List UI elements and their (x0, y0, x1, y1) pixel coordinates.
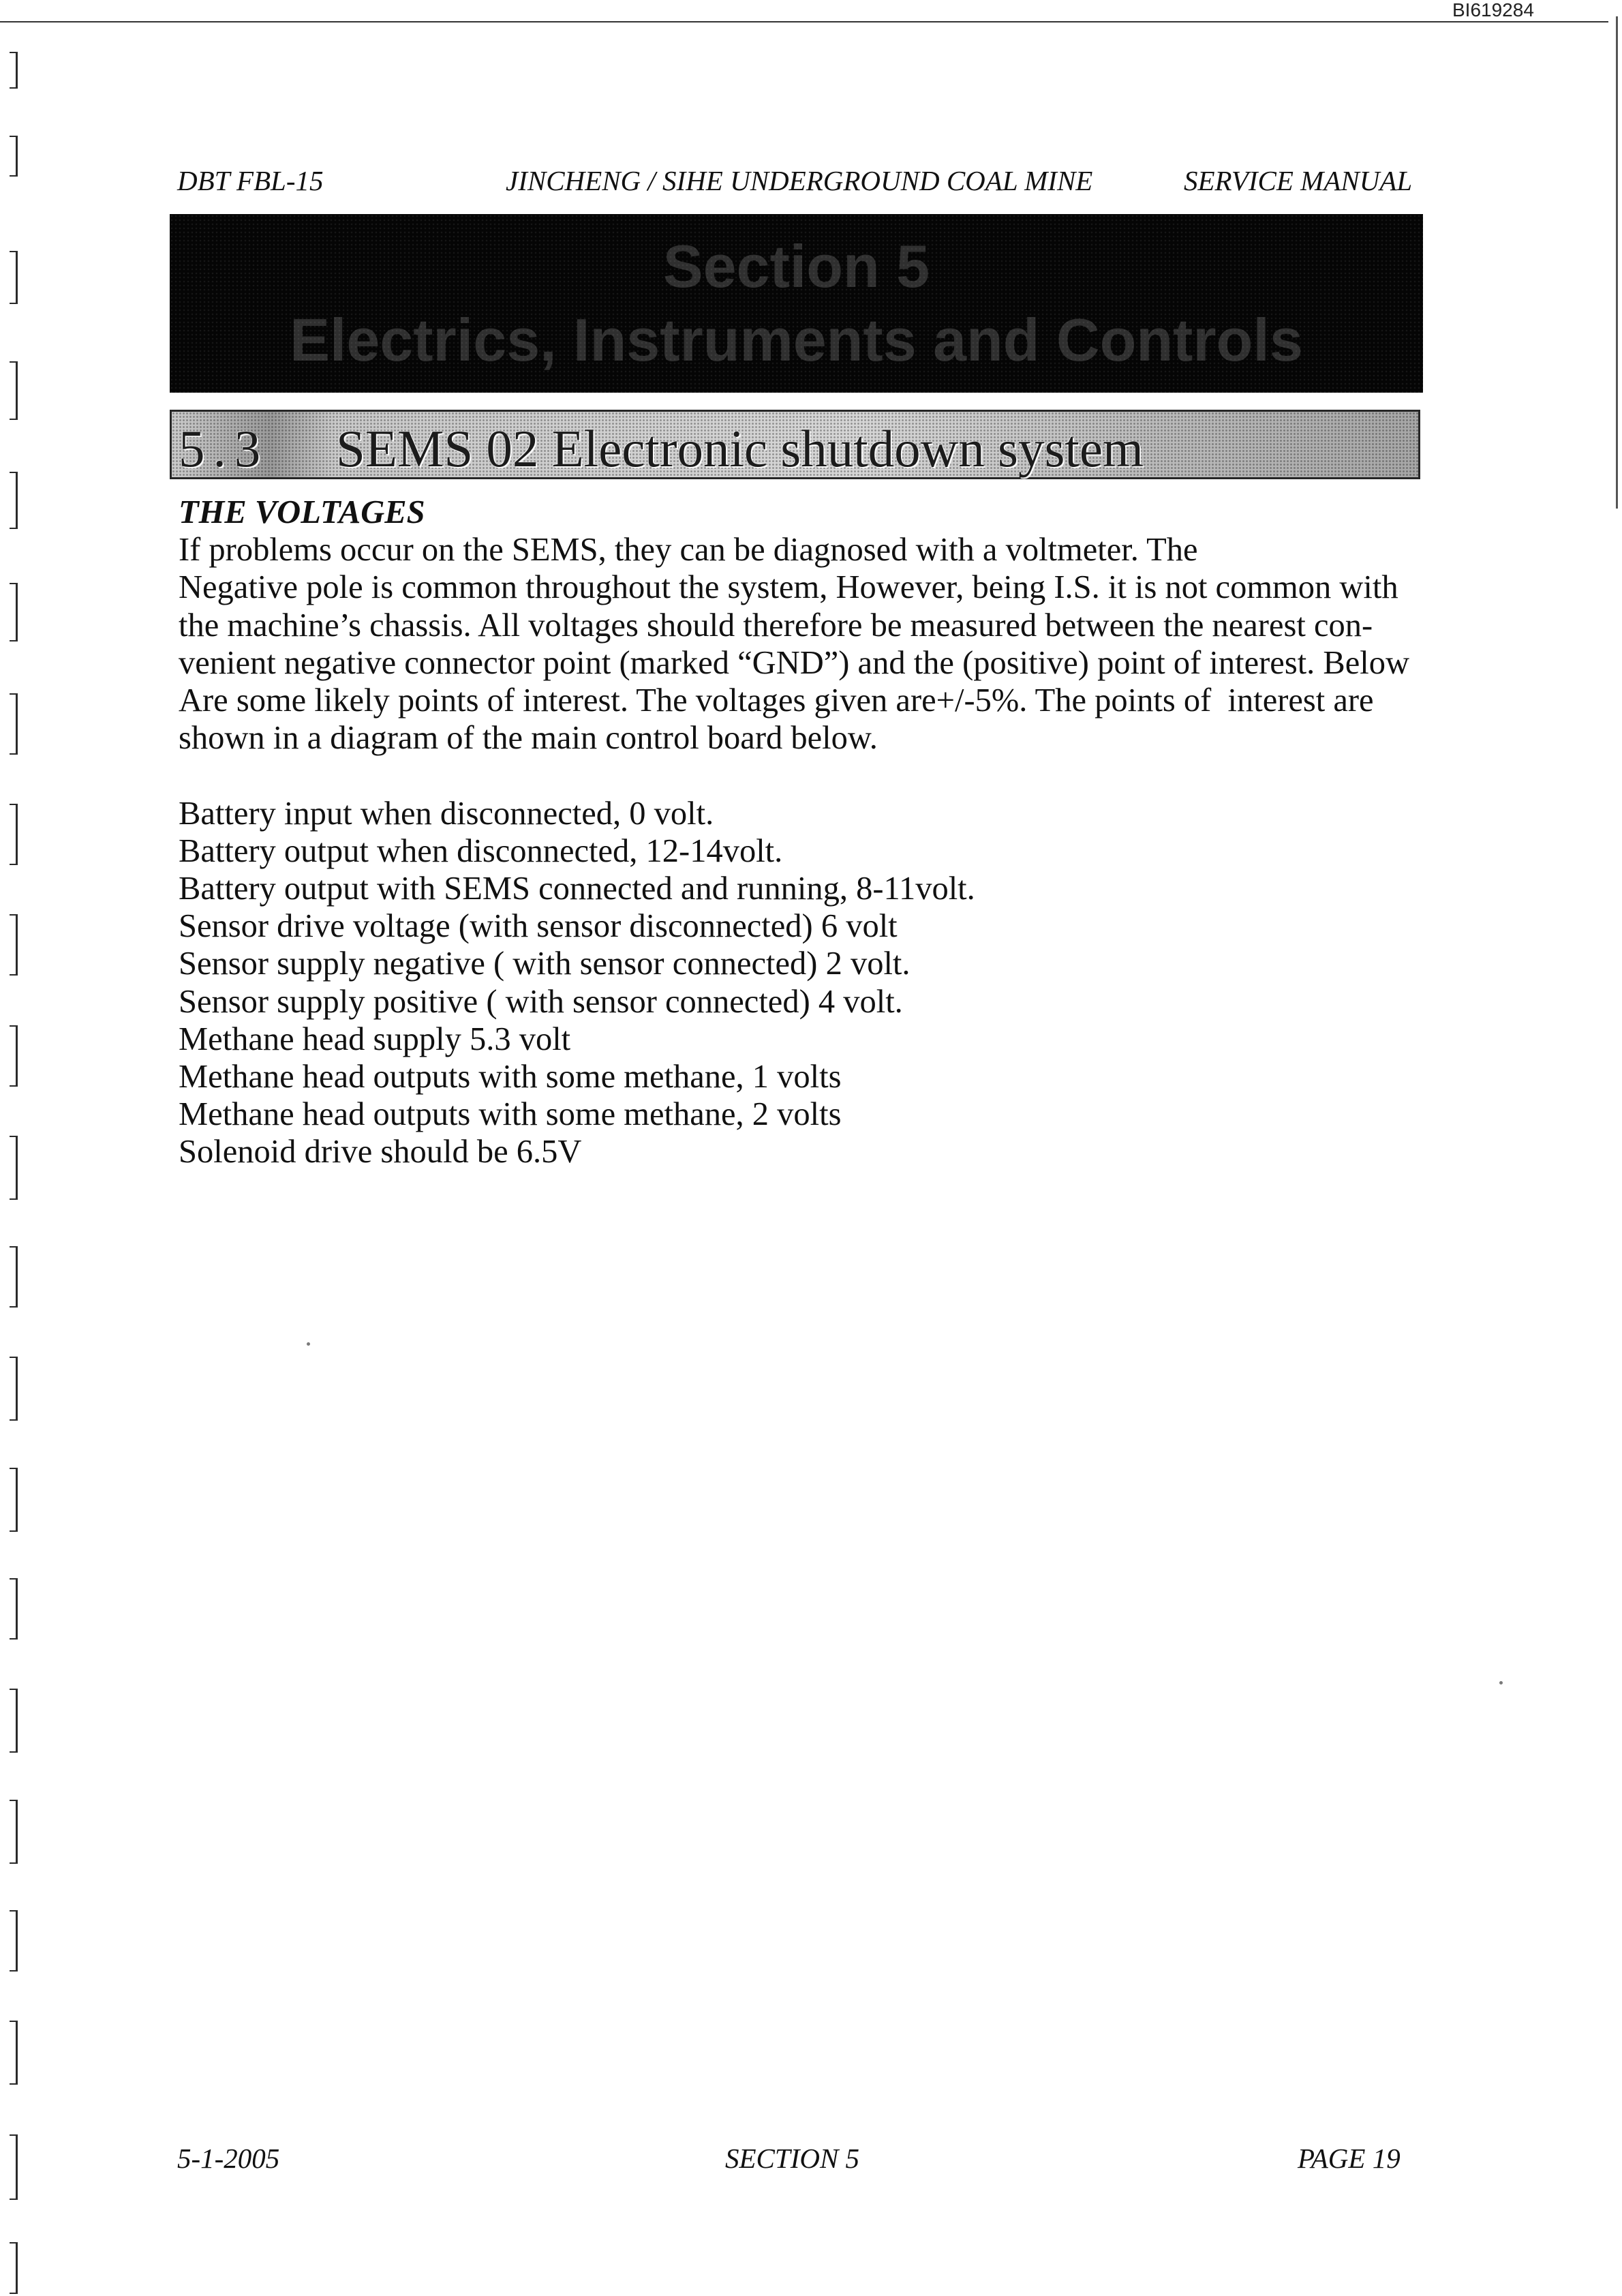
header-mine-name: JINCHENG / SIHE UNDERGROUND COAL MINE (506, 165, 1093, 196)
binding-mark (10, 52, 18, 89)
scan-speck (307, 1342, 310, 1346)
binding-mark (10, 1246, 18, 1308)
binding-mark (10, 251, 18, 304)
voltage-list (179, 795, 1409, 1171)
right-scan-rule (1616, 16, 1618, 509)
banner-section-subtitle: Electrics, Instruments and Controls (290, 306, 1303, 374)
binding-mark (10, 804, 18, 865)
binding-mark (10, 1468, 18, 1532)
footer-section: SECTION 5 (725, 2143, 860, 2174)
voltage-list-item: Methane head outputs with some methane, 2 volts (179, 1096, 842, 1133)
voltage-list-item: Battery input when disconnected, 0 volt. (179, 795, 714, 832)
paragraph-line: shown in a diagram of the main control board below. (179, 720, 878, 757)
binding-mark (10, 693, 18, 755)
binding-mark (10, 1689, 18, 1753)
voltage-list-item: Sensor drive voltage (with sensor disconnected) 6 volt (179, 908, 898, 945)
binding-mark (10, 1136, 18, 1200)
footer-page-number: PAGE 19 (1298, 2143, 1401, 2174)
header-manual-type: SERVICE MANUAL (1184, 165, 1413, 196)
voltage-list-item: Battery output with SEMS connected and running, 8-11volt. (179, 871, 975, 907)
body-text (179, 494, 1409, 1171)
banner-section-label: Section 5 (662, 232, 930, 300)
subheading: THE VOLTAGES (179, 494, 425, 530)
paragraph-line: Are some likely points of interest. The voltages given are+/-5%. The points of interest are (179, 682, 1374, 719)
voltage-list-item: Sensor supply positive ( with sensor connected) 4 volt. (179, 983, 903, 1020)
voltage-list-item: Methane head outputs with some methane, 1 volts (179, 1059, 842, 1096)
binding-mark (10, 2242, 18, 2294)
voltage-list-item: Battery output when disconnected, 12-14volt. (179, 832, 783, 869)
binding-mark (10, 136, 18, 177)
voltage-list-item: Sensor supply negative ( with sensor connected) 2 volt. (179, 946, 911, 982)
section-title: SEMS 02 Electronic shutdown system (336, 419, 1144, 478)
paragraph-line: Negative pole is common throughout the system, However, being I.S. it is not common with (179, 569, 1398, 606)
section-number: 5.3 (179, 419, 269, 478)
footer-date: 5-1-2005 (177, 2143, 280, 2174)
binding-mark (10, 472, 18, 529)
paragraph-line: the machine’s chassis. All voltages should therefore be measured between the nearest con- (179, 607, 1373, 644)
voltage-list-item: Solenoid drive should be 6.5V (179, 1134, 582, 1170)
top-scan-rule (0, 21, 1608, 22)
header-model: DBT FBL-15 (177, 165, 324, 196)
paragraph-line: If problems occur on the SEMS, they can be diagnosed with a voltmeter. The (179, 532, 1198, 569)
binding-mark (10, 1910, 18, 1972)
section-banner (170, 214, 1423, 393)
binding-mark (10, 2134, 18, 2200)
binding-mark (10, 1357, 18, 1421)
binding-mark (10, 1025, 18, 1087)
binding-mark (10, 583, 18, 641)
binding-mark (10, 1800, 18, 1864)
document-control-number: BI619284 (1452, 0, 1534, 20)
paragraph-line: venient negative connector point (marked “GND”) and the (positive) point of interest. Below (179, 644, 1410, 681)
voltage-list-item: Methane head supply 5.3 volt (179, 1021, 571, 1057)
binding-mark (10, 2021, 18, 2085)
binding-mark (10, 914, 18, 976)
intro-paragraph (179, 531, 1409, 757)
scan-speck (1499, 1681, 1503, 1685)
binding-mark (10, 1578, 18, 1640)
binding-mark (10, 361, 18, 420)
